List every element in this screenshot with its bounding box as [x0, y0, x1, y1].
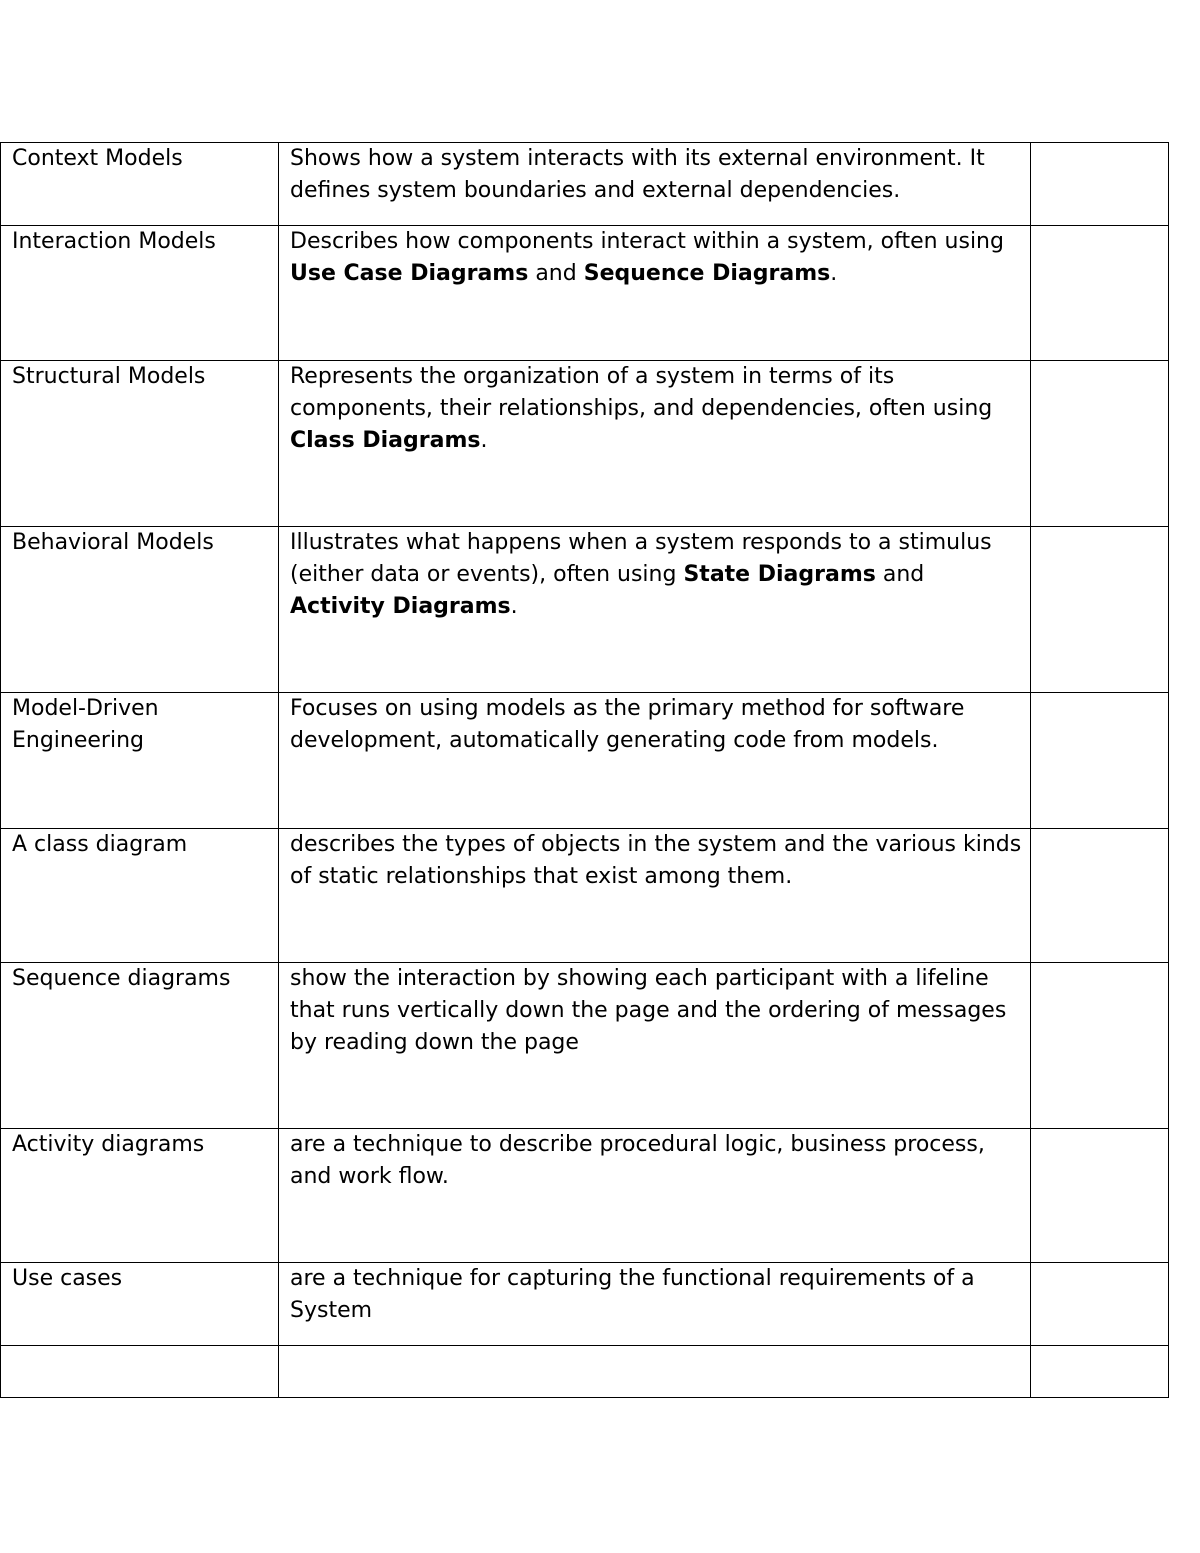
description-cell — [279, 829, 1031, 963]
table-row — [1, 361, 1169, 527]
extra-cell — [1031, 226, 1169, 361]
description-cell — [279, 963, 1031, 1129]
table-row — [1, 693, 1169, 829]
term-cell: A class diagram — [1, 829, 279, 963]
term-cell: Use cases — [1, 1263, 279, 1346]
term-cell: Model-Driven Engineering — [1, 693, 279, 829]
description-text: Shows how a system interacts with its external environment. It defines system boundaries and external dependencies. — [290, 146, 985, 203]
description-text: and — [875, 562, 925, 587]
table-row — [1, 1129, 1169, 1263]
description-text: Focuses on using models as the primary method for software development, automatically generating code from models. — [290, 696, 965, 753]
description-text: describes the types of objects in the system and the various kinds of static relationships that exist among them. — [290, 832, 1022, 889]
table-row — [1, 143, 1169, 226]
term-cell: Behavioral Models — [1, 527, 279, 693]
description-emphasis: Sequence Diagrams — [583, 261, 831, 286]
table-body — [1, 143, 1169, 1398]
extra-cell — [1031, 693, 1169, 829]
description-cell — [279, 693, 1031, 829]
table-row — [1, 226, 1169, 361]
table-row — [1, 527, 1169, 693]
description-text: are a technique for capturing the functional requirements of a System — [290, 1266, 975, 1323]
table-row — [1, 963, 1169, 1129]
table-row — [1, 1263, 1169, 1346]
term-cell: Structural Models — [1, 361, 279, 527]
description-text: and — [528, 261, 584, 286]
description-emphasis: Use Case Diagrams — [290, 261, 529, 286]
term-cell: Interaction Models — [1, 226, 279, 361]
description-text: . — [830, 261, 838, 286]
description-cell — [279, 527, 1031, 693]
definitions-table — [0, 142, 1169, 1398]
extra-cell — [1031, 829, 1169, 963]
extra-cell — [1031, 143, 1169, 226]
extra-cell — [1031, 1263, 1169, 1346]
term-cell — [1, 1346, 279, 1398]
description-cell — [279, 143, 1031, 226]
description-cell — [279, 1129, 1031, 1263]
term-cell: Sequence diagrams — [1, 963, 279, 1129]
description-cell — [279, 1263, 1031, 1346]
description-text: . — [480, 428, 488, 453]
description-emphasis: Class Diagrams — [290, 428, 481, 453]
description-cell — [279, 1346, 1031, 1398]
extra-cell — [1031, 361, 1169, 527]
extra-cell — [1031, 1129, 1169, 1263]
term-cell: Activity diagrams — [1, 1129, 279, 1263]
description-text: Illustrates what happens when a system responds to a stimulus (either data or events), often using — [290, 530, 992, 587]
table-row — [1, 1346, 1169, 1398]
description-emphasis: State Diagrams — [683, 562, 876, 587]
description-emphasis: Activity Diagrams — [290, 594, 511, 619]
description-cell — [279, 226, 1031, 361]
description-text: Represents the organization of a system in terms of its components, their relationships, and dependencies, often using — [290, 364, 993, 421]
term-cell: Context Models — [1, 143, 279, 226]
extra-cell — [1031, 527, 1169, 693]
extra-cell — [1031, 1346, 1169, 1398]
description-text: show the interaction by showing each participant with a lifeline that runs vertically down the page and the ordering of messages by reading down the page — [290, 966, 1007, 1055]
description-text: . — [510, 594, 518, 619]
description-text: are a technique to describe procedural logic, business process, and work flow. — [290, 1132, 985, 1189]
table-row — [1, 829, 1169, 963]
extra-cell — [1031, 963, 1169, 1129]
description-text: Describes how components interact within a system, often using — [290, 229, 1004, 254]
description-cell — [279, 361, 1031, 527]
